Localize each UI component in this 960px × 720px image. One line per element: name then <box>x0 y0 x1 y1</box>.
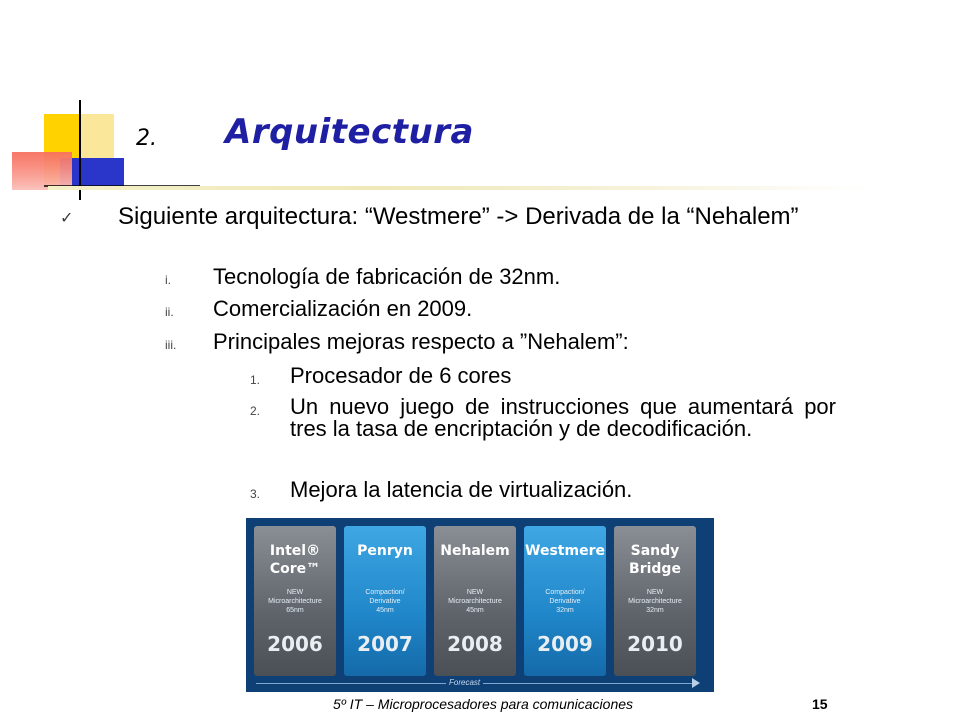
title-divider <box>48 186 868 190</box>
panel-name: Sandy Bridge <box>629 543 681 577</box>
page-title: Arquitectura <box>225 112 474 152</box>
page-number: 15 <box>812 696 828 712</box>
footer-text: 5º IT – Microprocesadores para comunicaciones <box>333 696 634 712</box>
panel-description: Compaction/ Derivative 32nm <box>545 589 585 614</box>
panel-name: Penryn <box>357 543 413 559</box>
list-item: Principales mejoras respecto a ”Nehalem”: <box>213 329 629 354</box>
panel-name: Westmere <box>525 543 605 559</box>
item-marker: iii. <box>165 338 177 352</box>
checkmark-bullet-icon: ✓ <box>60 210 74 227</box>
item-marker: i. <box>165 273 171 287</box>
slide-logo-decoration <box>0 0 200 200</box>
list-subitem: Mejora la latencia de virtualización. <box>290 477 633 502</box>
forecast-label: Forecast <box>446 678 483 687</box>
arrow-right-icon <box>692 678 700 688</box>
panel-description: NEW Microarchitecture 65nm <box>268 589 322 614</box>
title-number: 2. <box>136 126 157 151</box>
panel-year: 2009 <box>537 632 593 656</box>
panel-year: 2010 <box>627 632 683 656</box>
item-marker: ii. <box>165 305 174 319</box>
panel-year: 2008 <box>447 632 503 656</box>
roadmap-panel <box>434 526 516 676</box>
list-item: Comercialización en 2009. <box>213 296 473 321</box>
panel-year: 2006 <box>267 632 323 656</box>
list-item: Tecnología de fabricación de 32nm. <box>213 264 561 289</box>
panel-description: Compaction/ Derivative 45nm <box>365 589 405 614</box>
list-subitem: Un nuevo juego de instrucciones que aumentará por tres la tasa de encriptación y de decodificación. <box>290 394 836 441</box>
roadmap-panel <box>254 526 336 676</box>
panel-name: Nehalem <box>440 543 510 559</box>
panel-year: 2007 <box>357 632 413 656</box>
subitem-marker: 3. <box>250 487 261 501</box>
intel-roadmap-image <box>246 518 714 692</box>
panel-description: NEW Microarchitecture 32nm <box>628 589 682 614</box>
panel-description: NEW Microarchitecture 45nm <box>448 589 502 614</box>
roadmap-panel <box>344 526 426 676</box>
list-subitem: Procesador de 6 cores <box>290 363 512 388</box>
panel-name: Intel® Core™ <box>269 543 321 577</box>
roadmap-panel <box>524 526 606 676</box>
lead-bullet-text: Siguiente arquitectura: “Westmere” -> Derivada de la “Nehalem” <box>118 203 799 230</box>
roadmap-panel <box>614 526 696 676</box>
subitem-marker: 1. <box>250 373 261 387</box>
subitem-marker: 2. <box>250 404 261 418</box>
